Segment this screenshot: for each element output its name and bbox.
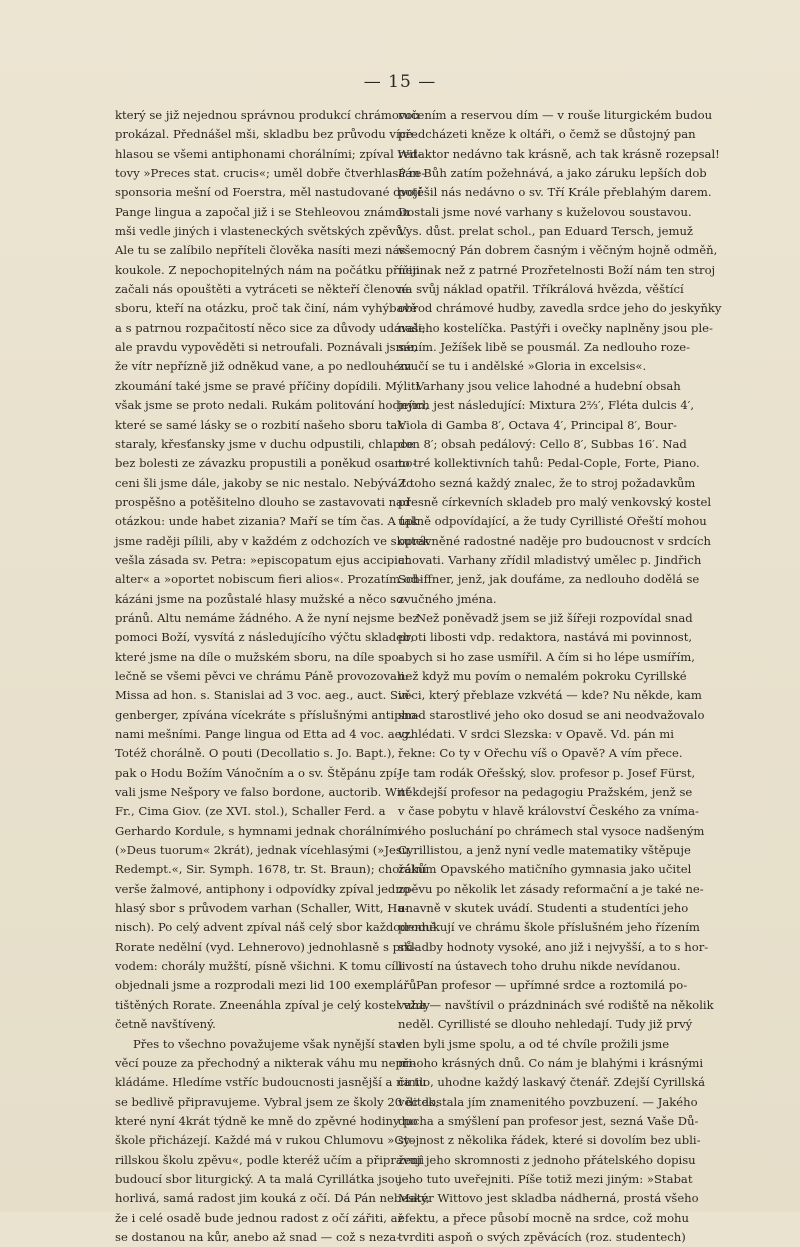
text-line: neděl. Cyrillisté se dlouho nehledají. Tudy již prvý [398,1017,693,1032]
text-line: než když mu povím o nemalém pokroku Cyrillské [398,668,687,683]
text-line: našeho kostelíčka. Pastýři i ovečky naplněny jsou ple- [398,320,713,335]
text-line: produkují ve chrámu škole příslušném jeho řízením [398,920,700,935]
text-line: vali jsme Nešpory ve falso bordone, auctorib. Witt [115,785,410,800]
text-line: Z toho sezná každý znalec, že to stroj požadavkům [398,475,696,490]
text-line: vešla zásada sv. Petra: »episcopatum ejus accipiat [115,552,410,567]
text-line: oprávněné radostné naděje pro budoucnost v srdcích [398,533,711,548]
text-line: Dostali jsme nové varhany s kuželovou soustavou. [398,204,692,219]
text-line: hlasý sbor s průvodem varhan (Schaller, Witt, Ha- [115,901,409,916]
text-line: zkoumání také jsme se pravé příčiny dopídili. Mýliti [115,378,420,393]
text-line: začali nás opouštěti a vytráceti se někteří členové [115,282,409,297]
text-line: věcí pouze za přechodný a nikterak váhu mu nepři- [115,1055,417,1070]
text-line: vodem: chorály mužští, písně všichni. K tomu cíli [115,959,403,974]
text-line: abych si ho zase usmířil. A čím si ho lépe usmířím, [398,649,695,664]
text-line: v čase pobytu v hlavě království Českého za vníma- [398,804,699,819]
text-line: činilo, uhodne každý laskavý čtenář. Zdejší Cyrillská [398,1075,706,1090]
text-line: stojnost z několika řádek, které si dovolím bez ubli- [398,1133,701,1148]
text-line: věci, který přeblaze vzkvétá — kde? Nu někde, kam [398,688,702,703]
text-line: rillskou školu zpěvu«, podle kteréž učím a připravuji [115,1152,425,1167]
text-line: všemocný Pán dobrem časným i věčným hojně odměň, [398,243,718,258]
text-line: někdejší profesor na pedagogiu Pražském, jenž se [398,785,693,800]
text-line: zvučí se tu i andělské »Gloria in excelsis«. [398,359,647,374]
text-line: kládáme. Hledíme vstříc budoucnosti jasnější a na tu [115,1075,427,1090]
text-line: se bedlivě připravujeme. Vybral jsem ze školy 20 ditek, [115,1094,440,1109]
text-line: sáním. Ježíšek libě se pousmál. Za nedlouho roze- [398,340,691,355]
text-line: chovati. Varhany zřídil mladistvý umělec p. Jindřich [398,552,702,567]
text-line: který se již nejednou správnou produkcí chrámovou [115,108,420,122]
text-line: Rorate nedělní (vyd. Lehnerovo) jednohlasně s prů- [115,939,417,954]
text-line: nisch). Po celý advent zpíval náš celý sbor každodenně [115,920,437,935]
text-line: Pan profesor — upřímné srdce a roztomilá po- [416,978,688,993]
text-line: alter« a »oportet nobiscum fieri alios«. Prozatím od- [115,572,423,587]
text-line: efektu, a přece působí mocně na srdce, což mohu [398,1210,689,1225]
text-line: skladby hodnoty vysoké, ano již i nejvyšší, a to s hor- [398,939,709,954]
text-line: otázkou: unde habet zizania? Maří se tím čas. A tak [115,514,419,529]
text-line: Mater Wittovo jest skladba nádherná, prostá všeho [398,1191,699,1206]
text-line: Varhany jsou velice lahodné a hudební obsah [416,378,681,393]
text-line: však jsme se proto nedali. Rukám politování hodným, [115,398,429,413]
text-line: žení jeho skromnosti z jednoho přátelského dopisu [398,1152,696,1167]
text-line: den byli jsme spolu, a od té chvíle prožili jsme [398,1036,670,1051]
text-line: lečně se všemi pěvci ve chrámu Páně provozovali: [115,668,409,683]
text-line: potěšil nás nedávno o sv. Tří Krále přeblahým darem. [398,185,712,200]
text-line: bez bolesti ze závazku propustili a poněkud osamo- [115,456,417,471]
text-line: prospěšno a potěšitelno dlouho se zastavovati nad [115,494,411,509]
text-line: Cyrillistou, a jenž nyní vedle matematiky vštěpuje [398,843,691,858]
text-line: (»Deus tuorum« 2krát), jednak vícehlasými (»Jesu [115,843,410,858]
text-line: na svůj náklad opatřil. Tříkrálová hvězda, věštící [398,282,684,297]
text-line: mši vedle jiných i vlasteneckých světských zpěvů. [115,224,407,239]
text-line: Je tam rodák Ořešský, slov. profesor p. Josef Fürst, [398,765,696,780]
text-line: pránů. Altu nemáme žádného. A že nyní nejsme bez [115,610,419,625]
text-line: prokázal. Přednášel mši, skladbu bez průvodu více- [115,127,417,142]
text-line: Totéž chorálně. O pouti (Decollatio s. Jo. Bapt.), [115,746,396,761]
text-line: objednali jsme a rozprodali mezi lid 100 exemplářů [115,978,417,993]
text-line: že vítr nepřízně již odněkud vane, a po nedlouhém [115,359,412,374]
text-line: úplně odpovídající, a že tudy Cyrillisté Ořeští mohou [398,514,707,529]
text-line: Pange lingua a započal již i se Stehleovou známou [115,204,410,219]
text-line: nejinak než z patrné Prozřetelnosti Boží nám ten stroj [398,262,716,277]
text-line: vzhlédati. V srdci Slezska: v Opavě. Vd. pán mi [398,727,674,741]
text-line: řekne: Co ty v Ořechu víš o Opavě? A vím přece. [398,746,683,761]
text-line: Přes to všechno považujeme však nynější stav [133,1036,403,1051]
text-line: předcházeti kněze k oltáři, o čemž se důstojný pan [398,127,696,142]
text-line: vaha — navštívil o prázdninách své rodiště na několik [398,997,714,1012]
text-line: tištěných Rorate. Zneenáhla zpíval je celý kostel vždy [115,997,430,1012]
text-line: don 8′; obsah pedálový: Cello 8′, Subbas 16′. Nad [398,436,687,451]
text-line: tvrditi aspoň o svých zpěvácích (roz. studentech) [398,1229,686,1244]
text-line: věc dostala jím znamenitého povzbuzení. — Jakého [398,1094,698,1109]
text-line: nami mešními. Pange lingua od Etta ad 4 voc. aeg. [115,727,413,741]
text-line: Pán Bůh zatím požehnává, a jako záruku lepších dob [398,166,707,181]
text-line: jsme raději pílili, aby v každém z odchozích ve skutek [115,533,430,548]
text-line: pomoci Boží, vysvítá z následujícího výčtu skladeb, [115,630,415,645]
text-line: ručením a reservou dím — v rouše liturgickém budou [398,108,713,122]
text-line: ale pravdu vypověděti si netroufali. Poznávali jsme, [115,340,418,355]
text-line: Schiffner, jenž, jak doufáme, za nedlouho dodělá se [398,572,700,587]
text-line: koukole. Z nepochopitelných nám na počátku příčin [115,262,420,277]
text-line: proti libosti vdp. redaktora, nastává mi povinnost, [398,630,693,645]
text-line: horlivá, samá radost jim kouká z očí. Dá Pán nebeský, [115,1191,430,1206]
text-line: pak o Hodu Božím Vánočním a o sv. Štěpánu zpí- [115,765,401,780]
text-line: Ale tu se zalíbilo nepříteli člověka nasíti mezi nás [115,243,406,258]
text-line: livostí na ústavech toho druhu nikde nevídanou. [398,959,681,974]
text-line: jeho tuto uveřejniti. Píše totiž mezi jiným: »Stabat [398,1171,693,1186]
text-line: snad starostlivé jeho oko dosud se ani neodvažovalo [398,707,705,722]
text-line: to tré kollektivních tahů: Pedal-Cople, Forte, Piano. [398,456,700,471]
text-line: genberger, zpívána vícekráte s příslušnými antipho- [115,707,420,722]
text-line: Fr., Cima Giov. (ze XVI. stol.), Schaller Ferd. a [115,804,386,819]
text-line: Viola di Gamba 8′, Octava 4′, Principal 8′, Bour- [398,417,677,432]
text-line: jejich jest následující: Mixtura 2⅔′, Flétа dulcis 4′, [398,398,695,413]
text-line: Gerhardo Kordule, s hymnami jednak chorálními [115,823,402,838]
page-number: — 15 — [363,72,437,92]
text-line: žákům Opavského matičního gymnasia jako učitel [398,862,692,877]
text-line: které se samé lásky se o rozbití našeho sboru tak [115,417,405,432]
text-line: škole přicházejí. Každé má v rukou Chlumovu »Cy- [115,1133,414,1148]
text-line: zvučného jména. [398,591,497,606]
text-line: četně navštívený. [115,1017,216,1032]
text-line: hlasou se všemi antiphonami chorálními; zpíval Wit- [115,146,422,161]
text-line: ducha a smýšlení pan profesor jest, sezná Vaše Dů- [398,1113,699,1128]
text-line: vého posluchání po chrámech stal vysoce nadšeným [398,823,705,838]
text-line: kázáni jsme na pozůstalé hlasy mužské a něco so- [115,591,408,606]
right-text-column [398,106,722,1247]
text-line: budoucí sbor liturgický. A ta malá Cyrillátka jsou [115,1171,403,1186]
text-line: sponsoria mešní od Foerstra, měl nastudované dvojí [115,185,422,200]
text-line: verše žalmové, antiphony i odpovídky zpíval jedno- [115,881,414,896]
text-line: se dostanou na kůr, anebo až snad — což s neza- [115,1229,401,1244]
text-line: Redempt.«, Sir. Symph. 1678, tr. St. Braun); chorální [115,862,427,877]
text-line: staraly, křesťansky jsme v duchu odpustili, chlapce [115,436,414,451]
text-line: tovy »Preces stat. crucis«; uměl dobře čtverhlasá re- [115,166,426,181]
text-line: přesně církevních skladeb pro malý venkovský kostel [398,494,712,509]
text-line: unavně v skutek uvádí. Studenti a studentíci jeho [398,901,689,916]
left-text-column [115,106,440,1247]
text-line: sboru, kteří na otázku, proč tak činí, nám vyhýbavě [115,301,417,316]
text-line: obrod chrámové hudby, zavedla srdce jeho do jeskyňky [398,301,722,316]
text-line: a s patrnou rozpačitostí něco sice za důvody udávali, [115,320,426,335]
text-line: Než poněvadž jsem se již šířeji rozpovídal snad [416,610,693,625]
text-line: Vys. důst. prelat schol., pan Eduard Tersch, jemuž [398,224,694,239]
text-line: že i celé osadě bude jednou radost z očí zářiti, až [115,1210,404,1225]
text-line: Missa ad hon. s. Stanislai ad 3 voc. aeg., auct. Sin- [115,688,414,703]
text-line: mnoho krásných dnů. Co nám je blahými i krásnými [398,1055,704,1070]
text-line: redaktor nedávno tak krásně, ach tak krásně rozepsal! [398,146,720,161]
text-line: zpěvu po několik let zásady reformační a je také ne- [398,881,704,896]
text-line: které jsme na díle o mužském sboru, na díle spo- [115,649,403,664]
text-line: které nyní 4krát týdně ke mně do zpěvné hodiny po [115,1113,418,1128]
text-line: ceni šli jsme dále, jakoby se nic nestalo. Nebývá to [115,475,414,490]
